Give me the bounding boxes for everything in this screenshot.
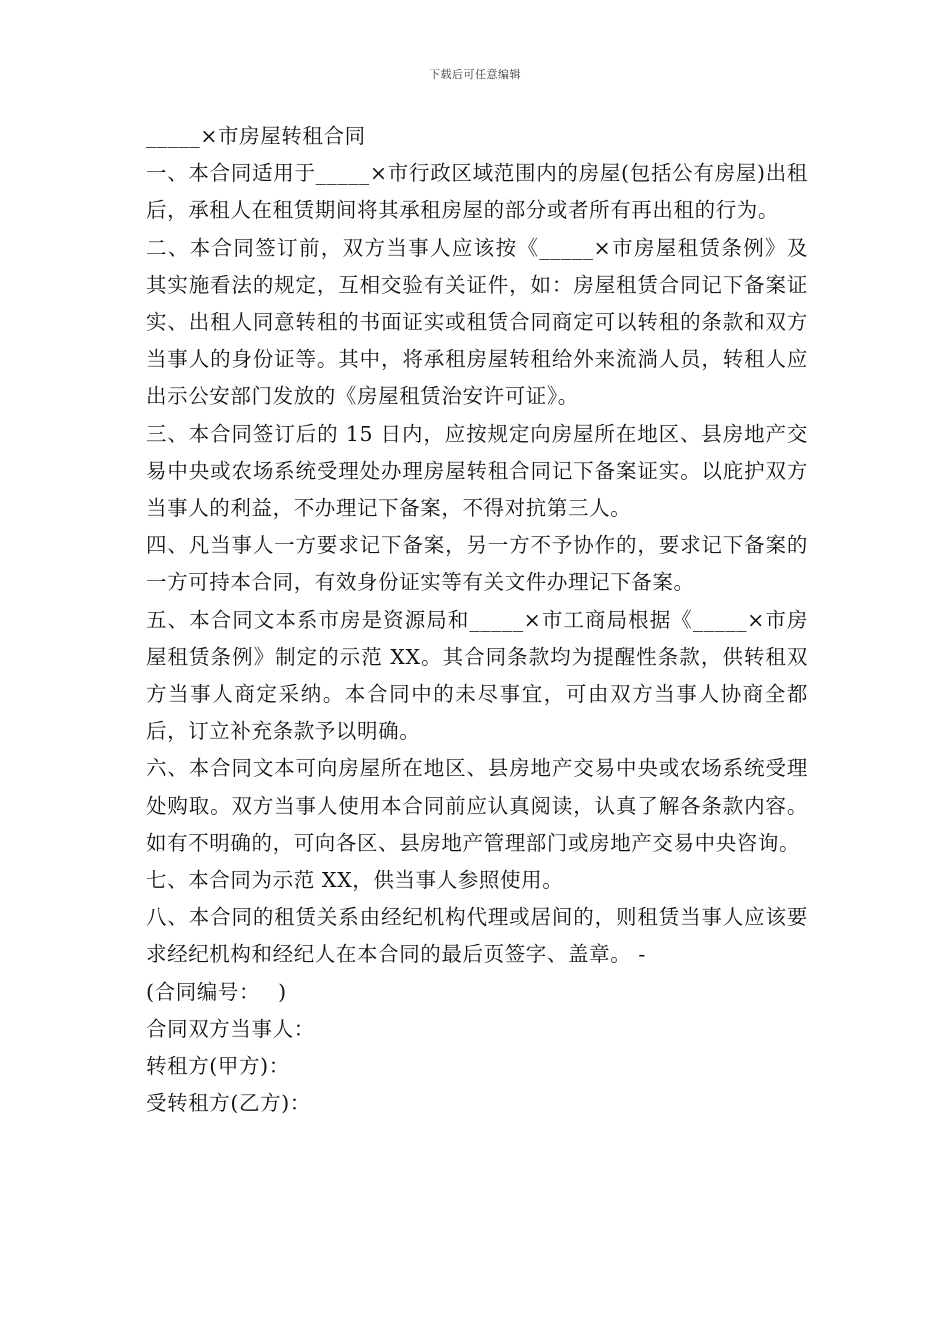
party-b-line: 受转租方(乙方)： [146, 1091, 311, 1116]
clause-3: 三、本合同签订后的 15 日内，应按规定向房屋所在地区、县房地产交易中央或农场系统受理处办理房屋转租合同记下备案证实。以庇护双方当事人的利益，不办理记下备案，不得对抗第三人。 [146, 421, 808, 521]
parties-heading: 合同双方当事人： [146, 1016, 315, 1041]
header-note: 下载后可任意编辑 [429, 68, 521, 81]
document-body [146, 118, 808, 1122]
clause-8: 八、本合同的租赁关系由经纪机构代理或居间的，则租赁当事人应该要求经纪机构和经纪人在本合同的最后页签字、盖章。 - [146, 905, 808, 967]
document-title: _____×市房屋转租合同 [146, 124, 366, 148]
clause-7: 七、本合同为示范 XX，供当事人参照使用。 [146, 868, 564, 893]
clause-1: 一、本合同适用于_____×市行政区域范围内的房屋(包括公有房屋)出租后，承租人在租赁期间将其承租房屋的部分或者所有再出租的行为。 [146, 161, 808, 223]
clause-2: 二、本合同签订前，双方当事人应该按《_____×市房屋租赁条例》及其实施看法的规定，互相交验有关证件，如：房屋租赁合同记下备案证实、出租人同意转租的书面证实或租赁合同商定可以转租的条款和双方当事人的身份证等。其中，将承租房屋转租给外来流淌人员，转租人应出示公安部门发放的《房屋租赁治安许可证》。 [146, 235, 808, 409]
clause-5: 五、本合同文本系市房是资源局和_____×市工商局根据《_____×市房屋租赁条例》制定的示范 XX。其合同条款均为提醒性条款，供转租双方当事人商定采纳。本合同中的未尽事宜，可由双方当事人协商全都后，订立补充条款予以明确。 [146, 607, 808, 744]
clause-4: 四、凡当事人一方要求记下备案，另一方不予协作的，要求记下备案的一方可持本合同，有效身份证实等有关文件办理记下备案。 [146, 533, 808, 595]
party-a-line: 转租方(甲方)： [146, 1054, 290, 1079]
clause-6: 六、本合同文本可向房屋所在地区、县房地产交易中央或农场系统受理处购取。双方当事人使用本合同前应认真阅读，认真了解各条款内容。如有不明确的，可向各区、县房地产管理部门或房地产交易中央咨询。 [146, 756, 808, 855]
contract-number-line: (合同编号： ) [146, 979, 287, 1004]
